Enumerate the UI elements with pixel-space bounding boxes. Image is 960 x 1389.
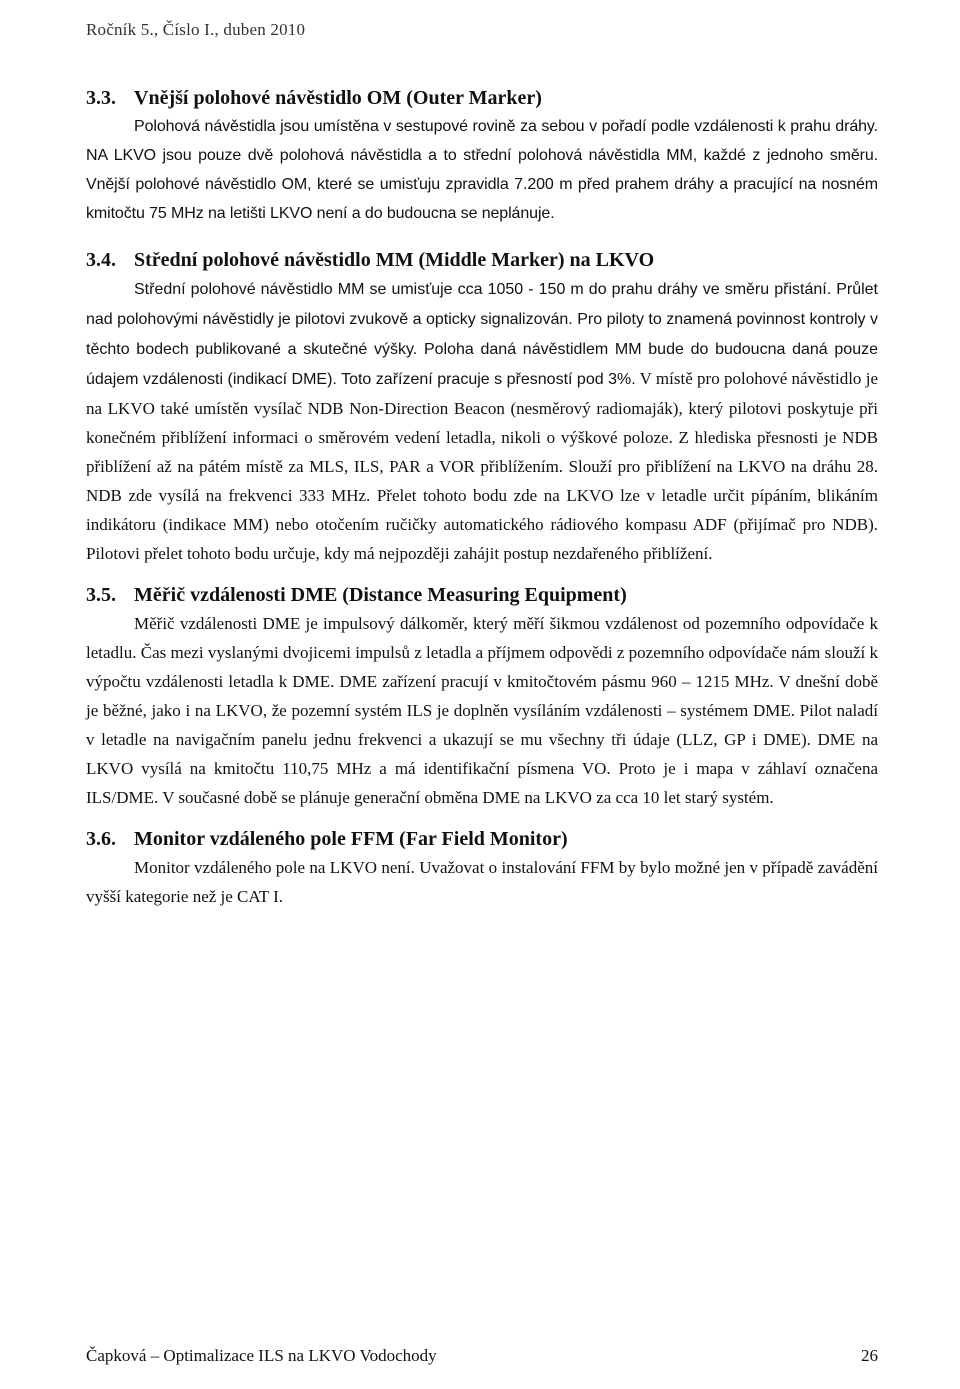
- section-heading: [86, 84, 878, 112]
- footer-title: Čapková – Optimalizace ILS na LKVO Vodochody: [86, 1346, 437, 1365]
- section-number: 3.6.: [86, 828, 116, 850]
- section-middle-marker: [86, 246, 878, 568]
- section-number: 3.3.: [86, 87, 116, 109]
- paragraph-part-serif: V místě pro polohové návěstidlo je na LKVO také umístěn vysílač NDB Non-Direction Beacon (nesměrový radiomaják), který pilotovi poskytuje při konečném přiblížení informaci o směrovém vedení letadla, nikoli o výškové poloze. Z hlediska přesnosti je NDB přiblížení až na pátém místě za MLS, ILS, PAR a VOR přiblížením. Slouží pro přiblížení na LKVO na dráhu 28. NDB zde vysílá na frekvenci 333 MHz. Přelet tohoto bodu zde na LKVO lze v letadle určit pípáním, blikáním indikátoru (indikace MM) nebo otočením ručičky automatického rádiového kompasu ADF (přijímač pro NDB). Pilotovi přelet tohoto bodu určuje, kdy má nejpozději zahájit postup nezdařeného přiblížení.: [86, 369, 878, 563]
- running-header: Ročník 5., Číslo I., duben 2010: [86, 20, 306, 39]
- section-title: Měřič vzdálenosti DME (Distance Measuring Equipment): [134, 584, 627, 606]
- section-heading: [86, 825, 878, 853]
- section-paragraph: Monitor vzdáleného pole na LKVO není. Uvažovat o instalování FFM by bylo možné jen v případě zavádění vyšší kategorie než je CAT I.: [86, 858, 878, 906]
- section-paragraph: Měřič vzdálenosti DME je impulsový dálkoměr, který měří šikmou vzdálenost od pozemního odpovídače k letadlu. Čas mezi vyslanými dvojicemi impulsů z letadla a příjmem odpovědi z pozemního odpovídače nám slouží k výpočtu vzdálenosti letadla k DME. DME zařízení pracují v kmitočtovém pásmu 960 – 1215 MHz. V dnešní době je běžné, jako i na LKVO, že pozemní systém ILS je doplněn vysíláním vzdálenosti – systémem DME. Pilot naladí v letadle na navigačním panelu jednu frekvenci a ukazují se mu všechny tři údaje (LLZ, GP i DME). DME na LKVO vysílá na kmitočtu 110,75 MHz a má identifikační písmena VO. Proto je i mapa v záhlaví označena ILS/DME. V současné době se plánuje generační obměna DME na LKVO za cca 10 let starý systém.: [86, 614, 878, 807]
- section-paragraph: Polohová návěstidla jsou umístěna v sestupové rovině za sebou v pořadí podle vzdálenosti k prahu dráhy. NA LKVO jsou pouze dvě polohová návěstidla a to střední polohová návěstidla MM, každé z jednoho směru. Vnější polohové návěstidlo OM, které se umisťuju zpravidla 7.200 m před prahem dráhy a pracující na nosném kmitočtu 75 MHz na letišti LKVO není a do budoucna se neplánuje.: [86, 118, 878, 222]
- section-outer-marker: [86, 84, 878, 228]
- document-body: [86, 84, 878, 911]
- running-footer: [86, 1346, 878, 1366]
- section-paragraph: [86, 274, 878, 568]
- section-number: 3.4.: [86, 249, 116, 271]
- section-dme: [86, 581, 878, 812]
- section-title: Vnější polohové návěstidlo OM (Outer Marker): [134, 87, 542, 109]
- paragraph-part-sans: Střední polohové návěstidlo MM se umisťuje cca 1050 - 150 m do prahu dráhy ve směru přistání. Průlet nad polohovými návěstidly je pilotovi zvukově a opticky signalizován. Pro piloty to znamená povinnost kontroly v těchto bodech publikované a skutečné výšky. Poloha daná návěstidlem MM bude do budoucna daná pouze údajem vzdálenosti (indikací DME). Toto zařízení pracuje s přesností pod 3%.: [86, 281, 878, 388]
- section-title: Střední polohové návěstidlo MM (Middle Marker) na LKVO: [134, 249, 655, 271]
- section-number: 3.5.: [86, 584, 116, 606]
- page-number: 26: [861, 1346, 878, 1365]
- section-ffm: [86, 825, 878, 911]
- section-heading: [86, 581, 878, 609]
- section-heading: [86, 246, 878, 274]
- section-title: Monitor vzdáleného pole FFM (Far Field Monitor): [134, 828, 568, 850]
